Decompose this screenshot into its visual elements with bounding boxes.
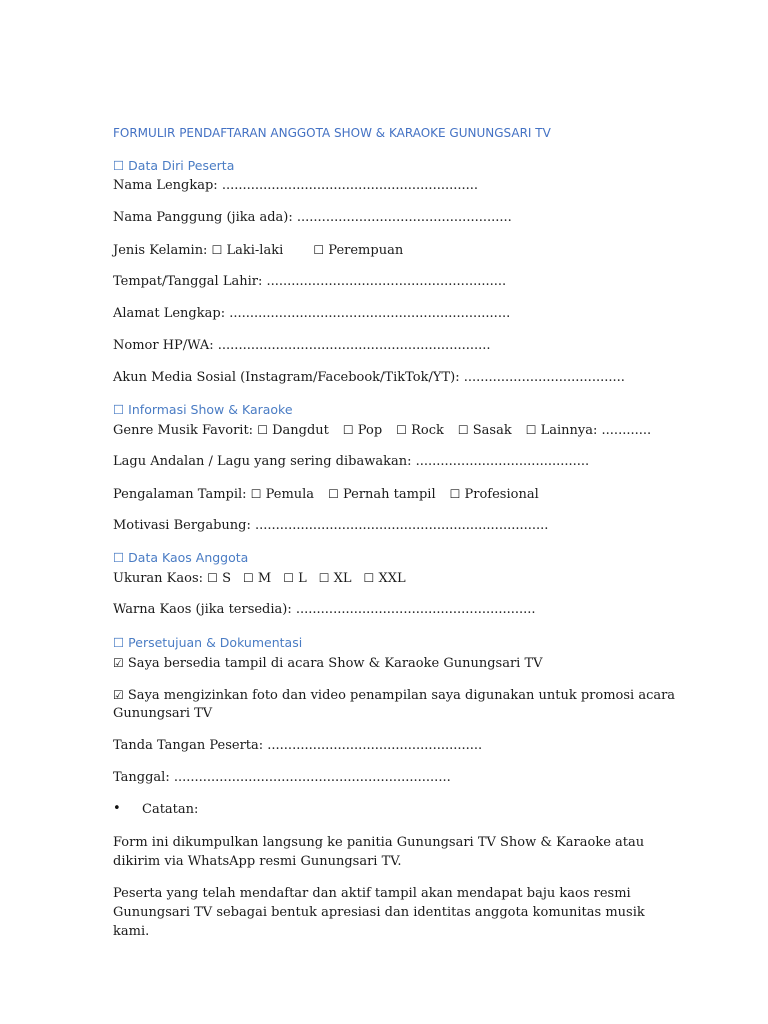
option-laki-laki: Laki-laki [226,243,284,258]
checkbox-genre-sasak[interactable]: ☐ [457,423,469,437]
checkbox-profesional[interactable]: ☐ [449,487,461,501]
checkbox-genre-pop[interactable]: ☐ [342,423,354,437]
checkbox-size-xxl[interactable]: ☐ [363,571,375,585]
option-profesional: Profesional [464,487,539,502]
checkbox-pemula[interactable]: ☐ [250,487,262,501]
consent-tampil-text: Saya bersedia tampil di acara Show & Karaoke Gunungsari TV [127,656,543,671]
checkbox-perempuan[interactable]: ☐ [313,243,325,257]
section-kaos: ☐ Data Kaos Anggota [113,550,249,565]
checkbox-pernah-tampil[interactable]: ☐ [328,487,339,501]
option-size-l: L [298,571,307,586]
option-size-m: M [257,571,272,586]
field-alamat: Alamat Lengkap: .................................................................... [113,306,511,321]
note-paragraph-1: Form ini dikumpulkan langsung ke panitia Gunungsari TV Show & Karaoke atau dikirim via WhatsApp resmi Gunungsari TV. [113,835,645,869]
checkbox-size-s[interactable]: ☐ [207,571,218,585]
checkbox-genre-dangdut[interactable]: ☐ [257,423,268,437]
consent-tampil [113,654,543,673]
field-warna-kaos: Warna Kaos (jika tersedia): .......................................................... [113,602,536,617]
checkbox-genre-lainnya[interactable]: ☐ [525,423,537,437]
jenis-kelamin-label: Jenis Kelamin: [113,243,212,258]
option-genre-sasak: Sasak [472,423,512,438]
section-persetujuan: ☐ Persetujuan & Dokumentasi [113,635,303,650]
checkbox-laki-laki[interactable]: ☐ [211,243,223,257]
option-size-xxl: XXL [378,571,406,586]
option-genre-pop: Pop [357,423,383,438]
field-nama-lengkap: Nama Lengkap: .............................................................. [113,178,479,193]
field-jenis-kelamin [113,241,403,260]
field-genre [113,421,651,440]
ukuran-label: Ukuran Kaos: [113,571,208,586]
checkbox-consent-tampil[interactable]: ☑ [113,656,124,670]
option-genre-dangdut: Dangdut [272,423,329,438]
field-ukuran-kaos [113,569,406,588]
option-perempuan: Perempuan [328,243,404,258]
field-ttl: Tempat/Tanggal Lahir: .......................................................... [113,274,507,289]
genre-label: Genre Musik Favorit: [113,423,258,438]
option-genre-lainnya: Lainnya: ............ [540,423,652,438]
field-hp: Nomor HP/WA: .................................................................. [113,338,491,353]
field-tanggal: Tanggal: ................................................................... [113,770,451,785]
checkbox-genre-rock[interactable]: ☐ [396,423,407,437]
consent-foto-line1 [113,686,675,705]
option-pernah-tampil: Pernah tampil [342,487,436,502]
field-lagu-andalan: Lagu Andalan / Lagu yang sering dibawakan: .......................................... [113,454,590,469]
option-size-xl: XL [333,571,352,586]
checkbox-size-xl[interactable]: ☐ [318,571,330,585]
checkbox-size-l[interactable]: ☐ [283,571,294,585]
catatan-label: Catatan: [142,802,199,817]
bullet-icon: • [113,801,121,816]
checkbox-size-m[interactable]: ☐ [242,571,254,585]
form-title: FORMULIR PENDAFTARAN ANGGOTA SHOW & KARAOKE GUNUNGSARI TV [113,126,551,140]
checkbox-consent-foto[interactable]: ☑ [113,688,124,702]
field-pengalaman [113,485,539,504]
consent-foto-text: Saya mengizinkan foto dan video penampilan saya digunakan untuk promosi acara [127,688,676,703]
consent-foto-line2: Gunungsari TV [113,706,213,721]
option-size-s: S [222,571,231,586]
option-genre-rock: Rock [411,423,444,438]
field-tanda-tangan: Tanda Tangan Peserta: .................................................... [113,738,483,753]
field-akun-media-sosial: Akun Media Sosial (Instagram/Facebook/TikTok/YT): ....................................... [113,370,625,385]
section-informasi: ☐ Informasi Show & Karaoke [113,402,293,417]
note-paragraph-2: Peserta yang telah mendaftar dan aktif tampil akan mendapat baju kaos resmi Gunungsari TV sebagai bentuk apresiasi dan identitas anggota komunitas musik kami. [113,886,645,939]
field-motivasi: Motivasi Bergabung: ....................................................................... [113,518,549,533]
pengalaman-label: Pengalaman Tampil: [113,487,251,502]
field-nama-panggung: Nama Panggung (jika ada): .................................................... [113,210,512,225]
section-data-diri: ☐ Data Diri Peserta [113,158,235,173]
option-pemula: Pemula [265,487,315,502]
